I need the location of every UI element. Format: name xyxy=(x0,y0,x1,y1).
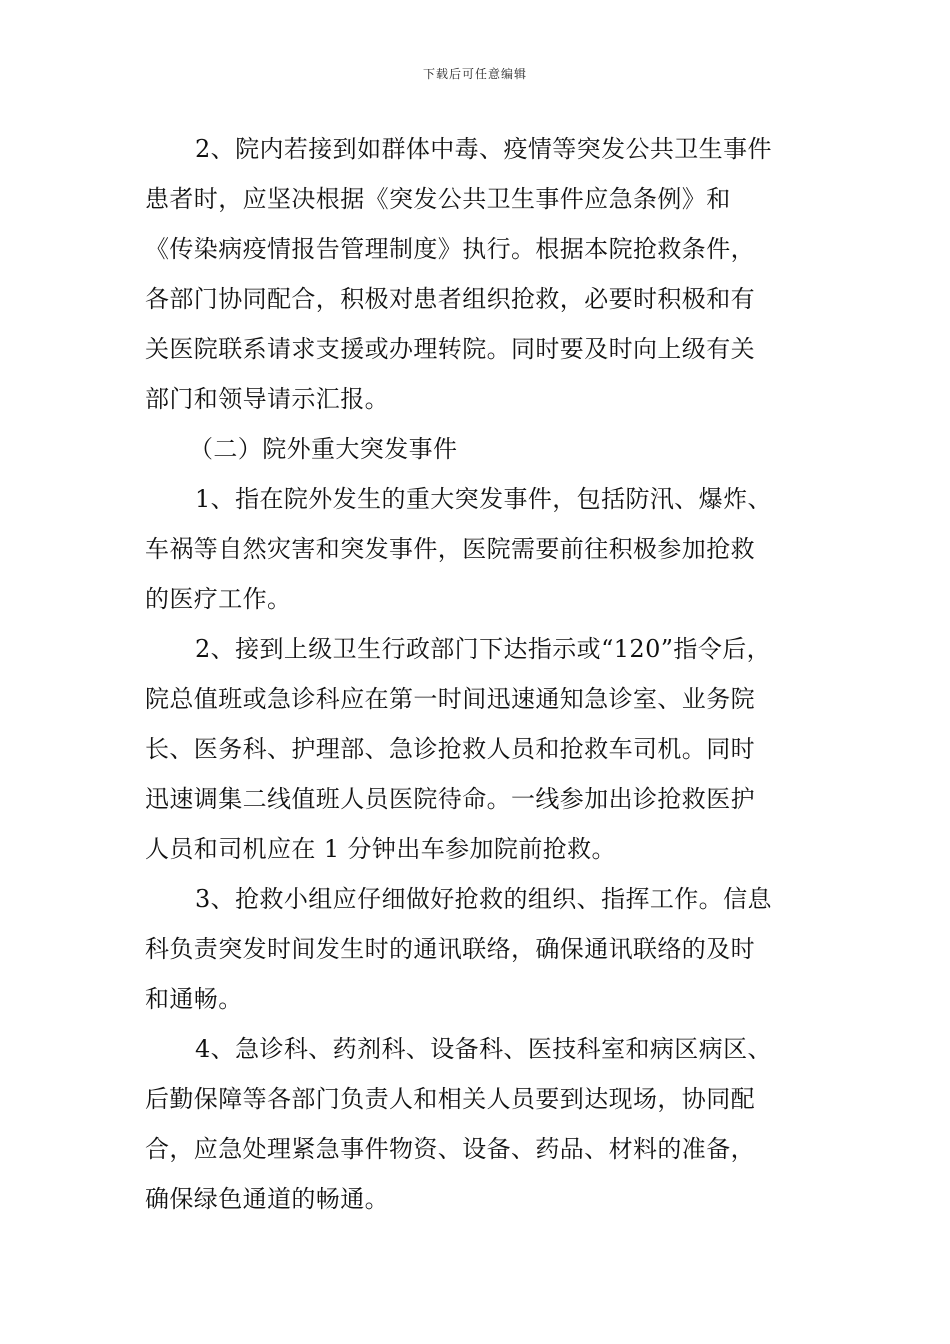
text-line: 合，应急处理紧急事件物资、设备、药品、材料的准备， xyxy=(145,1135,755,1163)
text-line: 《传染病疫情报告管理制度》执行。根据本院抢救条件， xyxy=(145,235,755,263)
text-line: 和通畅。 xyxy=(145,985,243,1013)
text-line: 部门和领导请示汇报。 xyxy=(145,385,389,413)
text-line: 长、医务科、护理部、急诊抢救人员和抢救车司机。同时 xyxy=(145,735,755,763)
paragraph xyxy=(145,624,805,874)
text-line: 3、抢救小组应仔细做好抢救的组织、指挥工作。信息 xyxy=(195,885,772,913)
heading-line: （二）院外重大突发事件 xyxy=(189,435,458,463)
header-note: 下载后可任意编辑 xyxy=(422,67,527,81)
paragraph xyxy=(145,124,805,424)
text-line: 院总值班或急诊科应在第一时间迅速通知急诊室、业务院 xyxy=(145,685,755,713)
text-line: 车祸等自然灾害和突发事件，医院需要前往积极参加抢救 xyxy=(145,535,755,563)
text-line: 患者时，应坚决根据《突发公共卫生事件应急条例》和 xyxy=(145,185,731,213)
text-line: 各部门协同配合，积极对患者组织抢救，必要时积极和有 xyxy=(145,285,755,313)
text-line: 后勤保障等各部门负责人和相关人员要到达现场，协同配 xyxy=(145,1085,755,1113)
paragraph xyxy=(145,1024,805,1224)
document-body xyxy=(145,124,805,1224)
paragraph xyxy=(145,874,805,1024)
text-line: 的医疗工作。 xyxy=(145,585,292,613)
text-line: 迅速调集二线值班人员医院待命。一线参加出诊抢救医护 xyxy=(145,785,755,813)
text-line: 确保绿色通道的畅通。 xyxy=(145,1185,389,1213)
text-line: 关医院联系请求支援或办理转院。同时要及时向上级有关 xyxy=(145,335,755,363)
text-line: 4、急诊科、药剂科、设备科、医技科室和病区病区、 xyxy=(195,1035,772,1063)
section-heading xyxy=(145,424,805,474)
paragraph xyxy=(145,474,805,624)
text-line: 1、指在院外发生的重大突发事件，包括防汛、爆炸、 xyxy=(195,485,772,513)
text-line: 人员和司机应在 1 分钟出车参加院前抢救。 xyxy=(145,835,616,863)
text-line: 科负责突发时间发生时的通讯联络，确保通讯联络的及时 xyxy=(145,935,755,963)
text-line: 2、接到上级卫生行政部门下达指示或“120”指令后， xyxy=(195,635,772,663)
text-line: 2、院内若接到如群体中毒、疫情等突发公共卫生事件 xyxy=(195,135,772,163)
